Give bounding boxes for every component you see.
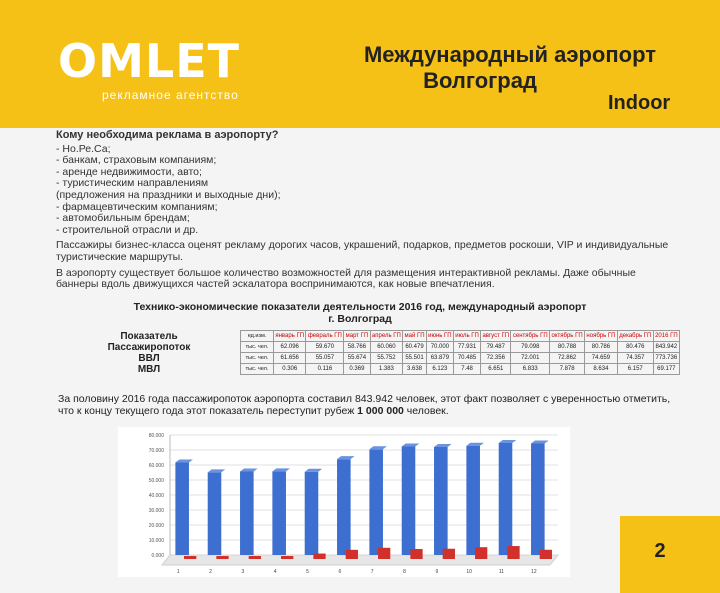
list-item: - строительной отрасли и др. bbox=[56, 223, 199, 236]
row-unit: тыс. чел. bbox=[241, 364, 274, 375]
document-text bbox=[56, 130, 680, 291]
table-cell: 63.879 bbox=[426, 353, 453, 364]
table-cell: 1.383 bbox=[370, 364, 403, 375]
table-cell: 80.786 bbox=[585, 342, 618, 353]
table-cell: 60.060 bbox=[370, 342, 403, 353]
bar-mvl bbox=[281, 556, 293, 559]
summary-text-part: За половину 2016 года пассажиропоток аэропорта составил 843.942 человек, этот факт позволяет с уверенностью отметить, что к концу текущего года этот показатель переступит рубеж bbox=[58, 393, 671, 417]
header-cell: апрель ГП bbox=[370, 331, 403, 342]
table-cell: 62.096 bbox=[274, 342, 306, 353]
y-tick-label: 70.000 bbox=[148, 448, 164, 454]
bar-vvl bbox=[337, 459, 351, 555]
y-tick-label: 60.000 bbox=[148, 463, 164, 469]
table-cell: 72.356 bbox=[481, 353, 511, 364]
bar-vvl bbox=[369, 449, 383, 555]
bar-vvl-top bbox=[337, 456, 355, 459]
title-line-2: Волгоград bbox=[423, 68, 537, 93]
table-cell: 3.638 bbox=[403, 364, 427, 375]
logo-wordmark: OMLET bbox=[58, 34, 240, 88]
header-cell: Показатель bbox=[120, 330, 178, 342]
table-cell: 72.001 bbox=[511, 353, 550, 364]
table-cell: 77.931 bbox=[453, 342, 480, 353]
table-cell: 55.752 bbox=[370, 353, 403, 364]
x-tick-label: 6 bbox=[338, 569, 342, 575]
header-cell: март ГП bbox=[344, 331, 370, 342]
table-cell: 60.479 bbox=[403, 342, 427, 353]
bar-mvl bbox=[378, 548, 390, 559]
header-cell: ед.изм. bbox=[241, 331, 274, 342]
bar-mvl bbox=[216, 556, 228, 559]
list-item: - банкам, страховым компаниям; bbox=[56, 154, 217, 167]
paragraph-business: Пассажиры бизнес-класса оценят рекламу дорогих часов, украшений, подарков, предметов роскоши, VIP и индивидуальные туристические маршруты. bbox=[56, 239, 669, 263]
bar-mvl bbox=[475, 547, 487, 559]
table-cell: 80.476 bbox=[617, 342, 653, 353]
slide-title bbox=[330, 42, 690, 94]
table-row bbox=[58, 364, 680, 375]
x-tick-label: 3 bbox=[241, 569, 245, 575]
list-item: - туристическим направлениям bbox=[56, 177, 209, 190]
table-cell: 59.670 bbox=[306, 342, 344, 353]
indicators-table bbox=[58, 330, 680, 375]
table-title bbox=[60, 301, 660, 325]
x-tick-label: 7 bbox=[370, 569, 374, 575]
document-question: Кому необходима реклама в аэропорту? bbox=[56, 129, 279, 141]
bar-mvl bbox=[507, 546, 519, 559]
passenger-chart bbox=[118, 427, 570, 577]
table-row bbox=[58, 353, 680, 364]
bar-vvl-top bbox=[272, 468, 290, 471]
bar-vvl bbox=[272, 471, 286, 555]
bar-vvl-top bbox=[240, 468, 258, 471]
table-cell: 80.788 bbox=[550, 342, 585, 353]
summary-highlight: 1 000 000 bbox=[357, 405, 404, 417]
row-label: МВЛ bbox=[137, 363, 161, 375]
list-item: - аренде недвижимости, авто; bbox=[56, 165, 202, 178]
table-cell: 69.177 bbox=[653, 364, 679, 375]
y-tick-label: 10.000 bbox=[148, 538, 164, 544]
x-tick-label: 9 bbox=[435, 569, 439, 575]
bar-mvl bbox=[410, 549, 422, 559]
scanned-document bbox=[0, 128, 720, 593]
header-cell: декабрь ГП bbox=[617, 331, 653, 342]
bar-mvl bbox=[184, 556, 196, 559]
header-cell: июнь ГП bbox=[426, 331, 453, 342]
y-tick-label: 0.000 bbox=[151, 553, 164, 559]
bar-vvl bbox=[208, 472, 222, 555]
bar-vvl bbox=[499, 443, 513, 555]
header-cell: ноябрь ГП bbox=[585, 331, 618, 342]
table-cell: 6.833 bbox=[511, 364, 550, 375]
y-tick-label: 40.000 bbox=[148, 493, 164, 499]
table-cell: 61.656 bbox=[274, 353, 306, 364]
bar-mvl bbox=[313, 554, 325, 559]
title-line-1: Международный аэропорт bbox=[363, 42, 657, 67]
table-cell: 0.116 bbox=[306, 364, 344, 375]
y-tick-label: 80.000 bbox=[148, 433, 164, 439]
table-cell: 79.487 bbox=[481, 342, 511, 353]
chart-svg bbox=[118, 427, 570, 577]
table-title-line-1: Технико-экономические показатели деятельности 2016 год, международный аэропорт bbox=[133, 301, 587, 313]
x-tick-label: 8 bbox=[403, 569, 406, 575]
x-tick-label: 12 bbox=[531, 569, 537, 575]
table-cell: 8.634 bbox=[585, 364, 618, 375]
table-cell: 70.485 bbox=[453, 353, 480, 364]
table-title-line-2: г. Волгоград bbox=[328, 313, 392, 325]
bar-vvl-top bbox=[369, 446, 387, 449]
table-cell: 55.501 bbox=[403, 353, 427, 364]
table-cell: 72.862 bbox=[550, 353, 585, 364]
bar-mvl bbox=[346, 550, 358, 559]
row-label: ВВЛ bbox=[138, 352, 160, 364]
table-header-row bbox=[58, 331, 680, 342]
x-tick-label: 4 bbox=[273, 569, 277, 575]
page-number-box bbox=[620, 516, 720, 593]
list-item: - Но.Ре.Са; bbox=[56, 142, 111, 155]
audience-list bbox=[56, 144, 680, 237]
table-cell: 0.369 bbox=[344, 364, 370, 375]
x-tick-label: 5 bbox=[306, 569, 309, 575]
table-cell: 7.878 bbox=[550, 364, 585, 375]
header-cell: июль ГП bbox=[453, 331, 480, 342]
page-number: 2 bbox=[654, 540, 666, 562]
bar-vvl-top bbox=[531, 440, 549, 443]
header-cell: февраль ГП bbox=[306, 331, 344, 342]
row-unit: тыс. чел. bbox=[241, 353, 274, 364]
table-cell: 843.942 bbox=[653, 342, 679, 353]
table-cell: 7.48 bbox=[453, 364, 480, 375]
bar-vvl bbox=[466, 446, 480, 555]
table-row bbox=[58, 342, 680, 353]
bar-mvl bbox=[540, 550, 552, 559]
bar-vvl-top bbox=[466, 443, 484, 446]
bar-vvl bbox=[305, 472, 319, 555]
title-tag: Indoor bbox=[608, 92, 671, 114]
x-tick-label: 1 bbox=[176, 569, 180, 575]
bar-vvl-top bbox=[208, 469, 226, 472]
summary-text-end: человек. bbox=[403, 405, 449, 417]
bar-mvl bbox=[443, 549, 455, 559]
bar-mvl bbox=[249, 556, 261, 559]
bar-vvl bbox=[434, 447, 448, 555]
header-cell: 2016 ГП bbox=[653, 331, 679, 342]
table-cell: 6.157 bbox=[617, 364, 653, 375]
table-cell: 74.357 bbox=[617, 353, 653, 364]
bar-vvl bbox=[531, 443, 545, 555]
header-cell: январь ГП bbox=[274, 331, 306, 342]
list-item: (предложения на праздники и выходные дни); bbox=[56, 188, 281, 201]
table-cell: 74.659 bbox=[585, 353, 618, 364]
bar-vvl-top bbox=[499, 440, 517, 443]
table-cell: 58.766 bbox=[344, 342, 370, 353]
y-tick-label: 50.000 bbox=[148, 478, 164, 484]
table-cell: 6.651 bbox=[481, 364, 511, 375]
list-item: - фармацевтическим компаниям; bbox=[56, 200, 218, 213]
x-tick-label: 10 bbox=[466, 569, 472, 575]
list-item: - автомобильным брендам; bbox=[56, 212, 190, 225]
table-cell: 79.098 bbox=[511, 342, 550, 353]
paragraph-interactive: В аэропорту существует большое количество возможностей для размещения интерактивной рекламы. Даже обычные баннеры вдоль движущихся частей эскалатора воспринимаются, как новые впечатления. bbox=[56, 266, 636, 291]
x-tick-label: 11 bbox=[498, 569, 505, 575]
row-label: Пассажиропоток bbox=[107, 341, 191, 353]
table-cell: 773.736 bbox=[653, 353, 679, 364]
table-cell: 6.123 bbox=[426, 364, 453, 375]
summary-text bbox=[58, 393, 678, 417]
table-cell: 0.306 bbox=[274, 364, 306, 375]
table-cell: 70.000 bbox=[426, 342, 453, 353]
bar-vvl bbox=[175, 463, 189, 555]
x-tick-label: 2 bbox=[209, 569, 212, 575]
y-tick-label: 30.000 bbox=[148, 508, 164, 514]
bar-vvl-top bbox=[402, 443, 420, 446]
y-tick-label: 20.000 bbox=[148, 523, 164, 529]
logo-subtitle: рекламное агентство bbox=[102, 88, 239, 102]
header-cell: сентябрь ГП bbox=[511, 331, 550, 342]
header-banner bbox=[0, 0, 720, 128]
bar-vvl-top bbox=[175, 460, 193, 463]
bar-vvl-top bbox=[434, 444, 452, 447]
company-logo bbox=[58, 36, 258, 106]
header-cell: октябрь ГП bbox=[550, 331, 585, 342]
bar-vvl bbox=[402, 446, 416, 555]
table-cell: 55.057 bbox=[306, 353, 344, 364]
table-cell: 55.674 bbox=[344, 353, 370, 364]
bar-vvl-top bbox=[305, 469, 323, 472]
header-cell: май ГП bbox=[403, 331, 427, 342]
row-unit: тыс. чел. bbox=[241, 342, 274, 353]
bar-vvl bbox=[240, 471, 254, 555]
header-cell: август ГП bbox=[481, 331, 511, 342]
